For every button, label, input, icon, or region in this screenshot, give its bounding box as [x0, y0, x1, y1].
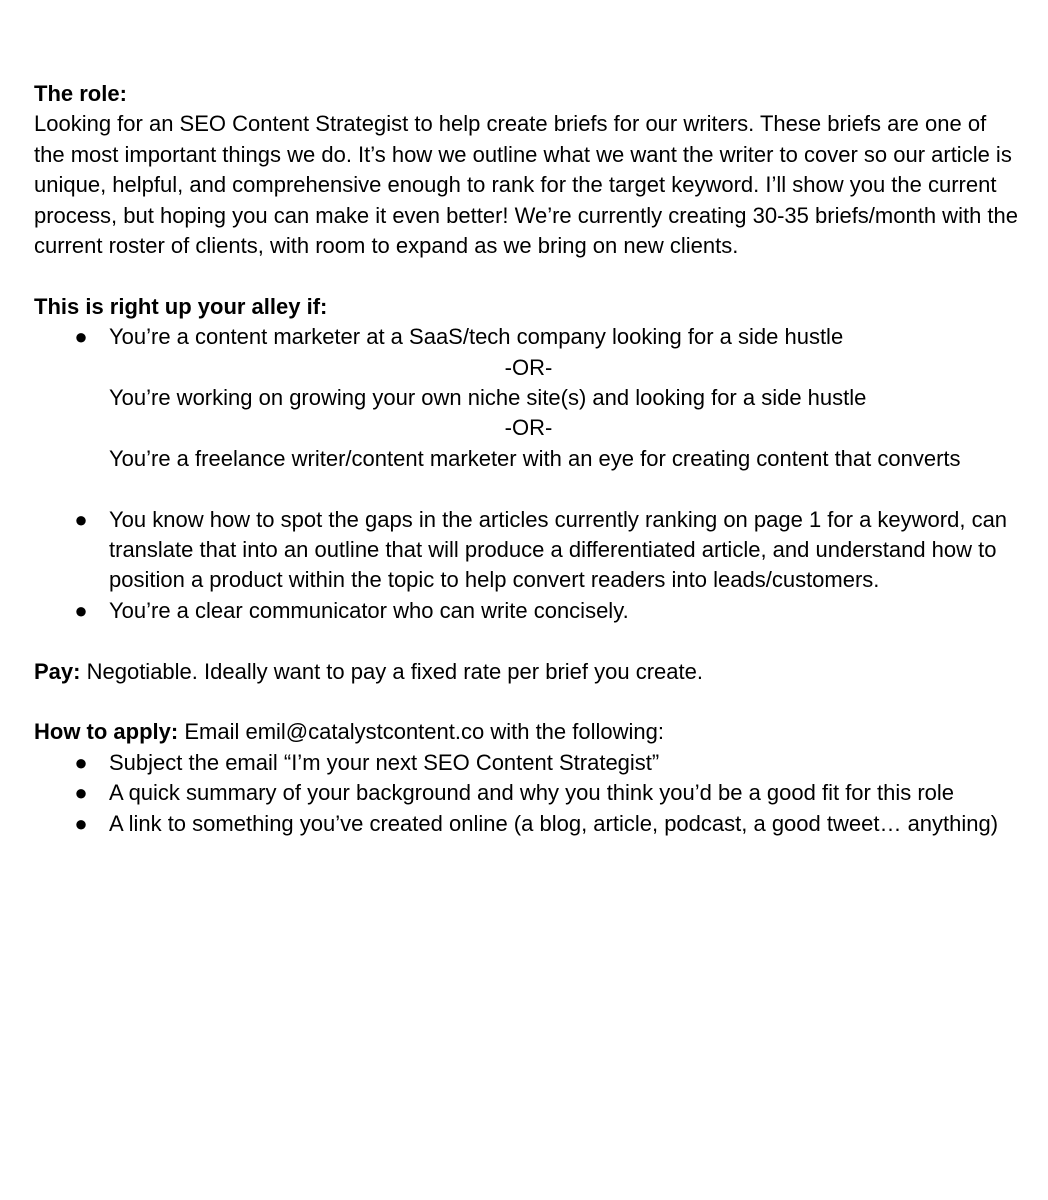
alley-option-1: You’re a content marketer at a SaaS/tech company looking for a side hustle [109, 324, 844, 350]
pay-text: Negotiable. Ideally want to pay a fixed rate per brief you create. [80, 658, 703, 684]
list-item-text: You know how to spot the gaps in the articles currently ranking on page 1 for a keyword, can translate that into an outline that will produce a differentiated article, and understand how to position a product within the topic to help convert readers into leads/customers. [109, 506, 1008, 593]
or-separator: -OR- [504, 354, 553, 380]
apply-label: How to apply: [34, 719, 179, 745]
alley-option-3: You’re a freelance writer/content marketer with an eye for creating content that converts [109, 445, 961, 471]
apply-intro [34, 717, 1018, 747]
apply-text: Email emil@catalystcontent.co with the following: [178, 719, 664, 745]
apply-list [34, 748, 1018, 839]
or-separator: -OR- [504, 415, 553, 441]
bullet-icon: ● [74, 780, 88, 806]
list-item-text: Subject the email “I’m your next SEO Content Strategist” [109, 749, 660, 775]
bullet-icon: ● [74, 597, 88, 623]
role-section [34, 79, 1018, 261]
spacer [34, 626, 1018, 656]
list-item-text: You’re a clear communicator who can write concisely. [109, 597, 629, 623]
bullet-icon: ● [74, 506, 88, 532]
list-item [34, 778, 1018, 808]
list-item [34, 809, 1018, 839]
list-item-text: A link to something you’ve created online (a blog, article, podcast, a good tweet… anything) [109, 810, 999, 836]
list-item [34, 748, 1018, 778]
pay-label: Pay: [34, 658, 81, 684]
alley-heading: This is right up your alley if: [34, 293, 328, 319]
alley-option-2: You’re working on growing your own niche site(s) and looking for a side hustle [109, 385, 867, 411]
spacer [109, 474, 1018, 504]
bullet-icon: ● [74, 749, 88, 775]
bullet-icon: ● [74, 324, 88, 350]
bullet-icon: ● [74, 810, 88, 836]
apply-section [34, 717, 1018, 839]
list-item-text: A quick summary of your background and why you think you’d be a good fit for this role [109, 780, 955, 806]
role-heading: The role: [34, 81, 127, 106]
pay-section [34, 657, 1018, 687]
spacer [34, 261, 1018, 291]
list-item [34, 505, 1018, 596]
list-item [34, 322, 1018, 504]
role-description: Looking for an SEO Content Strategist to help create briefs for our writers. These briefs are one of the most important things we do. It’s how we outline what we want the writer to cover so our article is unique, helpful, and comprehensive enough to rank for the target keyword. I’ll show you the current process, but hoping you can make it even better! We’re currently creating 30-35 briefs/month with the current roster of clients, with room to expand as we bring on new clients. [34, 111, 1018, 259]
alley-list [34, 322, 1018, 626]
alley-section [34, 292, 1018, 626]
list-item [34, 596, 1018, 626]
spacer [34, 687, 1018, 717]
